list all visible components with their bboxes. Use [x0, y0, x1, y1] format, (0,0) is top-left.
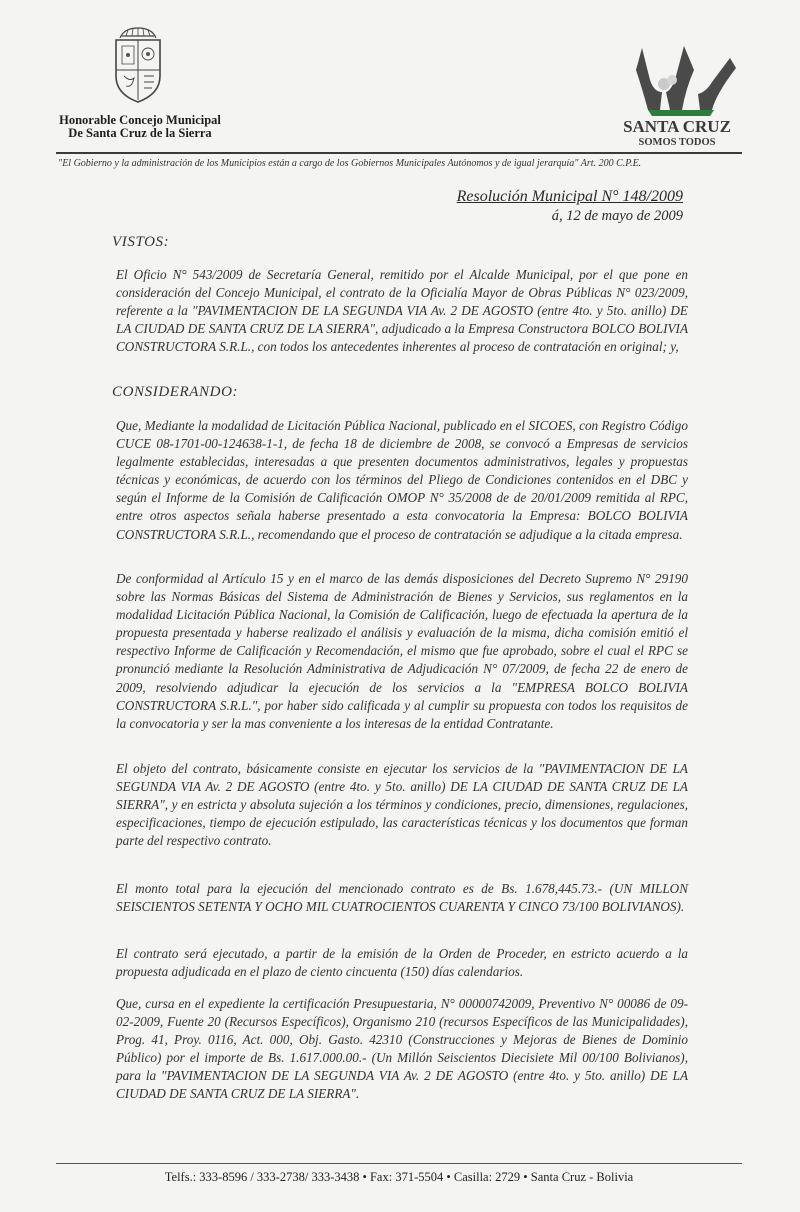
considerando-paragraph-1: Que, Mediante la modalidad de Licitación Pública Nacional, publicado en el SICOES, con Registro Código CUCE 08-1701-00-124638-1-1, de fecha 18 de diciembre de 2008, se convocó a Empresas de servicios legalmente establecidas, interesadas a que presenten documentos administrativos, legales y propuestas técnicas y económicas, de acuerdo con los términos del Pliego de Condiciones contenidos en el DBC y según el Informe de la Comisión de Calificación OMOP N° 35/2008 de de 20/01/2009 remitida al RPC, entre otros aspectos señala haberse presentado a esta convocatoria la Empresa: BOLCO BOLIVIA CONSTRUCTORA S.R.L., recomendando que el proceso de contratación se adjudique a la citada empresa.: [116, 418, 688, 542]
resolution-title: Resolución Municipal N° 148/2009: [456, 188, 683, 205]
municipal-crest-icon: [110, 24, 166, 106]
footer-divider: [56, 1163, 742, 1164]
brand-name: SANTA CRUZ: [623, 117, 731, 136]
header-divider: [56, 152, 742, 154]
santa-cruz-logo: [612, 40, 742, 148]
constitution-motto: "El Gobierno y la administración de los Municipios están a cargo de los Gobiernos Municipales Autónomos y de igual jerarquía" Art. 200 C.P.E.: [58, 158, 642, 169]
footer-contact: Telfs.: 333-8596 / 333-2738/ 333-3438 • Fax: 371-5504 • Casilla: 2729 • Santa Cruz - Bolivia: [164, 1170, 634, 1184]
council-name: [40, 114, 240, 140]
considerando-paragraph-4: El monto total para la ejecución del mencionado contrato es de Bs. 1.678,445.73.- (UN MILLON SEISCIENTOS SETENTA Y OCHO MIL CUATROCIENTOS CUARENTA Y CINCO 73/100 BOLIVIANOS).: [116, 881, 688, 915]
resolution-date: á, 12 de mayo de 2009: [551, 208, 683, 224]
raised-arms-figures-icon: [636, 46, 736, 116]
considerando-paragraph-3: El objeto del contrato, básicamente consiste en ejecutar los servicios de la "PAVIMENTACION DE LA SEGUNDA VIA Av. 2 DE AGOSTO (entre 4to. y 5to. anillo) DE LA CIUDAD DE SANTA CRUZ DE LA SIERRA", y en estricta y absoluta sujeción a los términos y condiciones, precio, dimensiones, regulaciones, especificaciones, tiempo de ejecución estipulado, las características técnicas y los documentos que forman parte del respectivo contrato.: [116, 761, 688, 849]
considerando-paragraph-2: De conformidad al Artículo 15 y en el marco de las demás disposiciones del Decreto Supremo N° 29190 sobre las Normas Básicas del Sistema de Administración de Bienes y Servicios, sus reglamentos en la modalidad Licitación Pública Nacional, la Comisión de Calificación, luego de efectuada la apertura de la propuesta presentada y haberse realizado el análisis y evaluación de la misma, dicha comisión emitió el respectivo Informe de Calificación y Recomendación, el mismo que fue aprobado, sobre el cual el RPC se pronunció mediante la Resolución Administrativa de Adjudicación N° 07/2009, de fecha 22 de enero de 2009, resolviendo adjudicar la ejecución de los servicios a la "EMPRESA BOLCO BOLIVIA CONSTRUCTORA S.R.L.", por haber sido calificada y al cumplir su propuesta con todos los requisitos de la convocatoria y ser la mas conveniente a los interesas de la entidad Contratante.: [116, 571, 688, 731]
considerando-paragraph-5: El contrato será ejecutado, a partir de la emisión de la Orden de Proceder, en estricto acuerdo a la propuesta adjudicada en el plazo de ciento cincuenta (150) días calendarios.: [116, 946, 688, 980]
vistos-paragraph: El Oficio N° 543/2009 de Secretaría General, remitido por el Alcalde Municipal, por el que pone en consideración del Concejo Municipal, el contrato de la Oficialía Mayor de Obras Públicas N° 023/2009, referente a la "PAVIMENTACION DE LA SEGUNDA VIA Av. 2 DE AGOSTO (entre 4to. y 5to. anillo) DE LA CIUDAD DE SANTA CRUZ DE LA SIERRA", adjudicado a la Empresa Constructora BOLCO BOLIVIA CONSTRUCTORA S.R.L., con todos los antecedentes inherentes al proceso de contratación en original; y,: [116, 267, 688, 355]
brand-tagline: SOMOS TODOS: [638, 137, 716, 148]
council-name-line-2: De Santa Cruz de la Sierra: [68, 126, 212, 140]
vistos-heading: VISTOS:: [112, 234, 170, 250]
considerando-heading: CONSIDERANDO:: [112, 384, 239, 400]
considerando-paragraph-6: Que, cursa en el expediente la certificación Presupuestaria, N° 00000742009, Preventivo N° 00086 de 09-02-2009, Fuente 20 (Recursos Específicos), Organismo 210 (recursos Específicos de las Municipalidades), Prog. 41, Proy. 0116, Act. 000, Obj. Gasto. 42310 (Construcciones y Mejoras de Bienes de Dominio Público) por el importe de Bs. 1.617.000.00.- (Un Millón Seiscientos Diecisiete Mil 00/100 Bolivianos), para la "PAVIMENTACION DE LA SEGUNDA VIA Av. 2 DE AGOSTO (entre 4to. y 5to. anillo) DE LA CIUDAD DE SANTA CRUZ DE LA SIERRA".: [116, 996, 688, 1102]
council-name-line-1: Honorable Concejo Municipal: [59, 113, 221, 127]
